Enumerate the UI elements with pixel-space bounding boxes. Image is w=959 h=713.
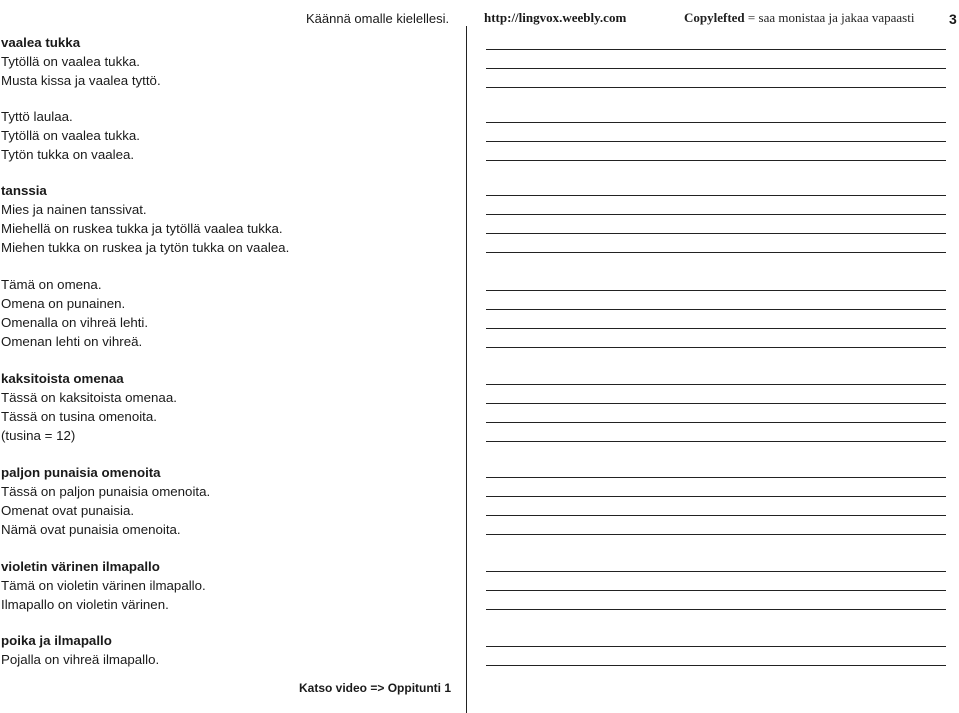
answer-line[interactable]: [486, 87, 946, 88]
section-tytto-laulaa: [1, 107, 140, 164]
page-number: 3: [949, 11, 957, 27]
answer-line[interactable]: [486, 609, 946, 610]
sentence: Tässä on paljon punaisia omenoita.: [1, 484, 211, 499]
section-omena: [1, 275, 148, 351]
sentence: Omenan lehti on vihreä.: [1, 334, 143, 349]
sentence: Tämä on violetin värinen ilmapallo.: [1, 578, 206, 593]
copyleft-text: = saa monistaa ja jakaa vapaasti: [747, 10, 915, 25]
sentence: Miehellä on ruskea tukka ja tytöllä vaalea tukka.: [1, 221, 283, 236]
sentence: Pojalla on vihreä ilmapallo.: [1, 652, 160, 667]
section-poika-ja-ilmapallo: [1, 631, 159, 669]
section-heading: violetin värinen ilmapallo: [1, 559, 160, 574]
section-heading: kaksitoista omenaa: [1, 371, 124, 386]
answer-line[interactable]: [486, 422, 946, 423]
answer-line[interactable]: [486, 590, 946, 591]
sentence: (tusina = 12): [1, 428, 76, 443]
answer-line[interactable]: [486, 122, 946, 123]
answer-line[interactable]: [486, 571, 946, 572]
sentence: Omenalla on vihreä lehti.: [1, 315, 149, 330]
sentence: Tyttö laulaa.: [1, 109, 73, 124]
answer-line[interactable]: [486, 160, 946, 161]
sentence: Omenat ovat punaisia.: [1, 503, 135, 518]
section-vaalea-tukka: [1, 33, 161, 90]
answer-line[interactable]: [486, 534, 946, 535]
section-violetin-varinen-ilmapallo: [1, 557, 206, 614]
sentence: Mies ja nainen tanssivat.: [1, 202, 147, 217]
sentence: Omena on punainen.: [1, 296, 126, 311]
sentence: Tässä on tusina omenoita.: [1, 409, 157, 424]
sentence: Miehen tukka on ruskea ja tytön tukka on vaalea.: [1, 240, 290, 255]
section-heading: tanssia: [1, 183, 47, 198]
answer-line[interactable]: [486, 384, 946, 385]
answer-line[interactable]: [486, 347, 946, 348]
copyleft-notice: [684, 10, 914, 26]
sentence: Tässä on kaksitoista omenaa.: [1, 390, 177, 405]
answer-line[interactable]: [486, 309, 946, 310]
answer-line[interactable]: [486, 328, 946, 329]
sentence: Tytöllä on vaalea tukka.: [1, 54, 140, 69]
sentence: Tämä on omena.: [1, 277, 102, 292]
answer-line[interactable]: [486, 195, 946, 196]
copyleft-word: Copylefted: [684, 10, 745, 25]
sentence: Musta kissa ja vaalea tyttö.: [1, 73, 161, 88]
answer-line[interactable]: [486, 252, 946, 253]
sentence: Tytöllä on vaalea tukka.: [1, 128, 140, 143]
answer-line[interactable]: [486, 496, 946, 497]
section-paljon-punaisia-omenoita: [1, 463, 210, 539]
section-tanssia: [1, 181, 289, 257]
sentence: Ilmapallo on violetin värinen.: [1, 597, 169, 612]
site-url-link[interactable]: http://lingvox.weebly.com: [484, 10, 627, 25]
answer-line[interactable]: [486, 141, 946, 142]
answer-line[interactable]: [486, 665, 946, 666]
answer-line[interactable]: [486, 233, 946, 234]
answer-line[interactable]: [486, 214, 946, 215]
answer-line[interactable]: [486, 477, 946, 478]
answer-line[interactable]: [486, 515, 946, 516]
answer-line[interactable]: [486, 49, 946, 50]
sentence: Tytön tukka on vaalea.: [1, 147, 135, 162]
section-heading: poika ja ilmapallo: [1, 633, 112, 648]
translate-instruction: Käännä omalle kielellesi.: [306, 11, 450, 26]
answer-line[interactable]: [486, 441, 946, 442]
answer-line[interactable]: [486, 646, 946, 647]
answer-line[interactable]: [486, 403, 946, 404]
column-divider: [466, 26, 467, 713]
sentence: Nämä ovat punaisia omenoita.: [1, 522, 181, 537]
section-heading: paljon punaisia omenoita: [1, 465, 161, 480]
answer-line[interactable]: [486, 68, 946, 69]
section-kaksitoista-omenaa: [1, 369, 177, 445]
video-reference: Katso video => Oppitunti 1: [299, 681, 452, 695]
answer-line[interactable]: [486, 290, 946, 291]
section-heading: vaalea tukka: [1, 35, 81, 50]
